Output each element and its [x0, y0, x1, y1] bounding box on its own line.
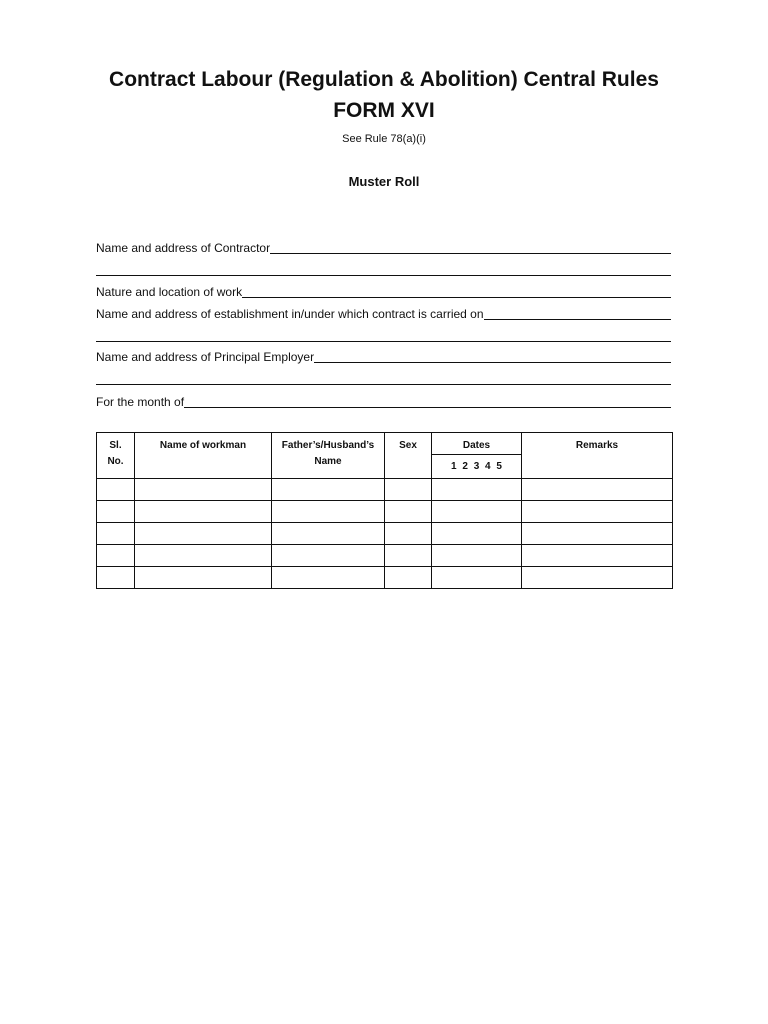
cell-workman[interactable]	[135, 479, 272, 501]
month-label: For the month of	[96, 395, 185, 409]
contractor-input-line[interactable]	[270, 241, 671, 254]
cell-remarks[interactable]	[522, 479, 673, 501]
cell-sex[interactable]	[385, 501, 432, 523]
table-row	[97, 501, 673, 523]
establishment-input-line[interactable]	[484, 307, 671, 320]
cell-sex[interactable]	[385, 479, 432, 501]
section-title: Muster Roll	[348, 174, 420, 189]
cell-workman[interactable]	[135, 545, 272, 567]
principal-employer-label: Name and address of Principal Employer	[96, 350, 315, 364]
col-father-husband	[272, 433, 385, 479]
nature-location-input-line[interactable]	[242, 285, 671, 298]
table-row	[97, 523, 673, 545]
principal-employer-continuation-line[interactable]	[96, 384, 671, 385]
table-row	[97, 567, 673, 589]
cell-dates[interactable]	[432, 545, 522, 567]
nature-location-label: Nature and location of work	[96, 285, 243, 299]
form-number: FORM XVI	[333, 99, 435, 122]
table-body	[97, 479, 673, 589]
cell-workman[interactable]	[135, 567, 272, 589]
col-dates	[432, 433, 522, 479]
col-father-line1: Father’s/Husband’s	[281, 440, 375, 451]
principal-employer-field	[96, 348, 671, 364]
cell-dates[interactable]	[432, 479, 522, 501]
table-row	[97, 545, 673, 567]
cell-workman[interactable]	[135, 501, 272, 523]
col-remarks: Remarks	[522, 433, 673, 479]
cell-dates[interactable]	[432, 501, 522, 523]
col-sl-no	[97, 433, 135, 479]
col-father-line2: Name	[314, 456, 342, 467]
cell-dates[interactable]	[432, 567, 522, 589]
cell-dates[interactable]	[432, 523, 522, 545]
establishment-label: Name and address of establishment in/under which contract is carried on	[96, 307, 484, 321]
principal-employer-input-line[interactable]	[314, 350, 671, 363]
contractor-continuation-line[interactable]	[96, 275, 671, 276]
col-workman: Name of workman	[135, 433, 272, 479]
cell-sex[interactable]	[385, 523, 432, 545]
cell-sex[interactable]	[385, 545, 432, 567]
cell-father-husband[interactable]	[272, 479, 385, 501]
contractor-field	[96, 239, 671, 255]
nature-location-field	[96, 283, 671, 299]
contractor-label: Name and address of Contractor	[96, 241, 271, 255]
month-input-line[interactable]	[184, 395, 671, 408]
establishment-continuation-line[interactable]	[96, 341, 671, 342]
month-field	[96, 393, 671, 409]
col-dates-numbers: 1 2 3 4 5	[451, 461, 502, 472]
establishment-field	[96, 305, 671, 321]
cell-workman[interactable]	[135, 523, 272, 545]
table-row	[97, 479, 673, 501]
cell-sex[interactable]	[385, 567, 432, 589]
form-title: Contract Labour (Regulation & Abolition) Central Rules	[109, 68, 659, 91]
cell-sl-no[interactable]	[97, 523, 135, 545]
cell-father-husband[interactable]	[272, 545, 385, 567]
muster-roll-table	[96, 432, 673, 589]
cell-father-husband[interactable]	[272, 523, 385, 545]
col-sl-no-line2: No.	[107, 456, 124, 467]
rule-reference: See Rule 78(a)(i)	[342, 133, 426, 145]
table-header-row	[97, 433, 673, 479]
col-sex: Sex	[385, 433, 432, 479]
cell-father-husband[interactable]	[272, 567, 385, 589]
cell-remarks[interactable]	[522, 545, 673, 567]
cell-sl-no[interactable]	[97, 567, 135, 589]
cell-father-husband[interactable]	[272, 501, 385, 523]
cell-remarks[interactable]	[522, 523, 673, 545]
cell-remarks[interactable]	[522, 501, 673, 523]
col-sl-no-line1: Sl.	[109, 440, 122, 451]
cell-sl-no[interactable]	[97, 479, 135, 501]
cell-sl-no[interactable]	[97, 501, 135, 523]
cell-sl-no[interactable]	[97, 545, 135, 567]
col-dates-label: Dates	[432, 433, 521, 455]
cell-remarks[interactable]	[522, 567, 673, 589]
